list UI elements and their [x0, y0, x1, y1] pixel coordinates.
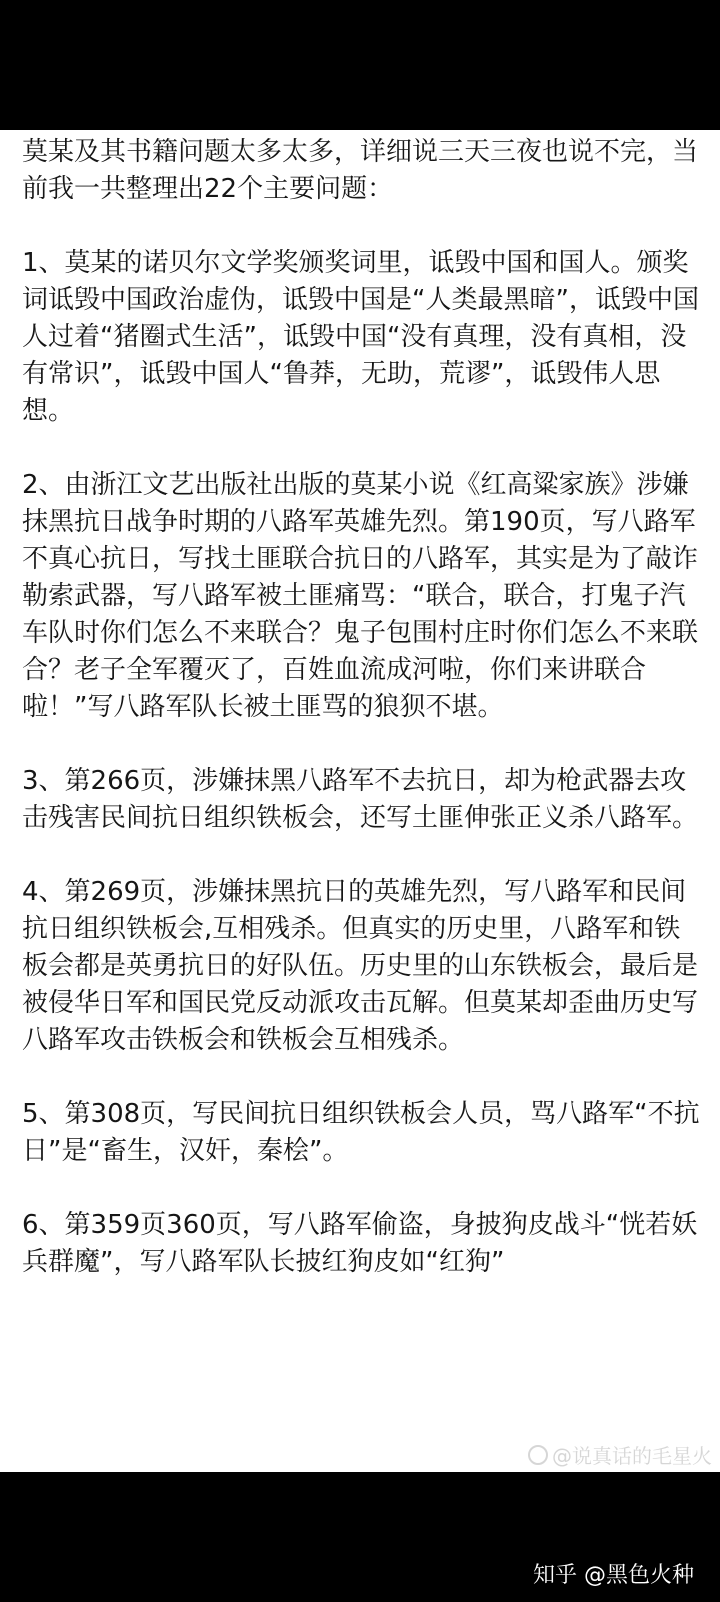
point-6-paragraph: 6、第359页360页，写八路军偷盗，身披狗皮战斗“恍若妖兵群魔”，写八路军队长披红狗皮如“红狗”	[22, 1210, 698, 1277]
article-card	[0, 130, 720, 1472]
point-3-paragraph: 3、第266页，涉嫌抹黑八路军不去抗日，却为枪武器去攻击残害民间抗日组织铁板会，还写土匪伸张正义杀八路军。	[22, 766, 699, 833]
weibo-logo-icon	[528, 1445, 548, 1465]
intro-paragraph: 莫某及其书籍问题太多太多，详细说三天三夜也说不完，当前我一共整理出22个主要问题：	[22, 137, 699, 204]
point-4-paragraph: 4、第269页，涉嫌抹黑抗日的英雄先烈，写八路军和民间抗日组织铁板会,互相残杀。但真实的历史里，八路军和铁板会都是英勇抗日的好队伍。历史里的山东铁板会，最后是被侵华日军和国民党反动派攻击瓦解。但莫某却歪曲历史写八路军攻击铁板会和铁板会互相残杀。	[22, 877, 699, 1055]
zhihu-credit: 知乎 @黑色火种	[533, 1563, 694, 1588]
article-body	[22, 134, 702, 1318]
weibo-watermark	[528, 1440, 712, 1469]
point-1-paragraph: 1、莫某的诺贝尔文学奖颁奖词里，诋毁中国和国人。颁奖词诋毁中国政治虚伪，诋毁中国是“人类最黑暗”，诋毁中国人过着“猪圈式生活”，诋毁中国“没有真理，没有真相，没有常识”，诋毁中国人“鲁莽，无助，荒谬”，诋毁伟人思想。	[22, 248, 699, 426]
watermark-text: @说真话的毛星火	[552, 1444, 712, 1468]
point-5-paragraph: 5、第308页，写民间抗日组织铁板会人员，骂八路军“不抗日”是“畜生，汉奸，秦桧”。	[22, 1099, 700, 1166]
point-2-paragraph: 2、由浙江文艺出版社出版的莫某小说《红高粱家族》涉嫌抹黑抗日战争时期的八路军英雄先烈。第190页，写八路军不真心抗日，写找土匪联合抗日的八路军，其实是为了敲诈勒索武器，写八路军被土匪痛骂：“联合，联合，打鬼子汽车队时你们怎么不来联合？鬼子包围村庄时你们怎么不来联合？老子全军覆灭了，百姓血流成河啦，你们来讲联合啦！”写八路军队长被土匪骂的狼狈不堪。	[22, 470, 699, 722]
